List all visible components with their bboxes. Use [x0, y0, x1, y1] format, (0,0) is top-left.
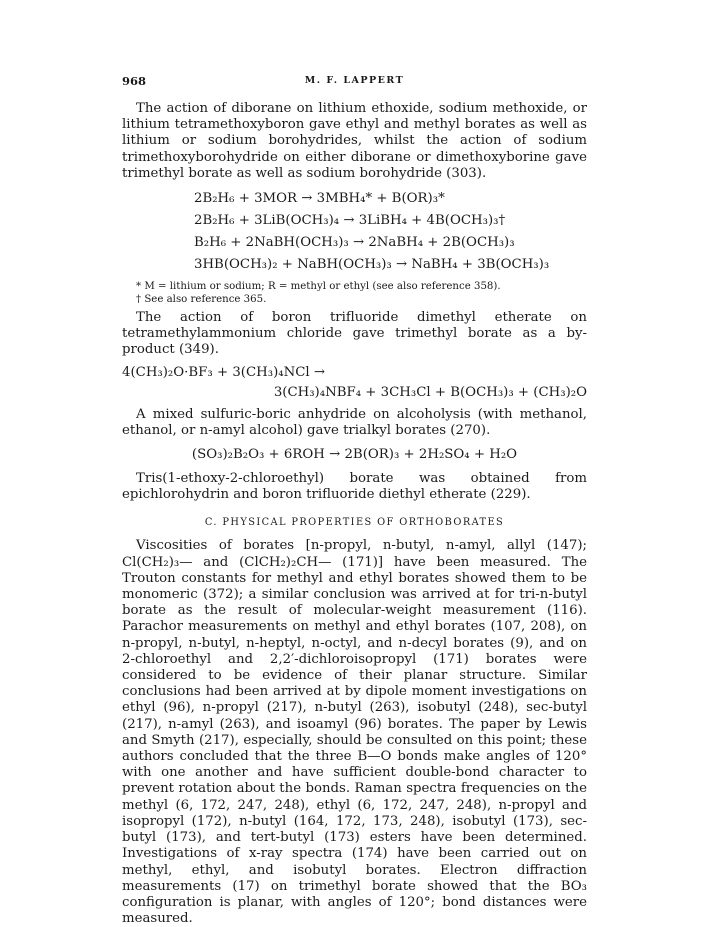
running-head: M. F. LAPPERT — [304, 75, 405, 86]
paragraph-tris: Tris(1-ethoxy-2-chloroethyl) borate was obtained from epichlorohydrin and boron trifluoride diethyl etherate (229). — [122, 471, 587, 503]
paragraph-boron-trifluoride: The action of boron trifluoride dimethyl etherate on tetramethylammonium chloride gave trimethyl borate as a by-product (349). — [122, 310, 587, 358]
equation: 2B₂H₆ + 3MOR → 3MBH₄* + B(OR)₃* — [194, 191, 445, 207]
equation: 3(CH₃)₄NBF₄ + 3CH₃Cl + B(OCH₃)₃ + (CH₃)₂O — [273, 384, 587, 400]
paragraph-physical-properties: Viscosities of borates [n-propyl, n-butyl, n-amyl, allyl (147); Cl(CH₂)₃— and (ClCH₂)₂CH— (171)] have been measured. The Trouton constants for methyl and ethyl borates showed them to be monomeric (372); a similar conclusion was arrived at for tri-n-butyl borate as the result of molecular-weight measurement (116). Parachor measurements on methyl and ethyl borates (107, 208), on n-propyl, n-butyl, n-heptyl, n-octyl, and n-decyl borates (9), and on 2-chloroethyl and 2,2′-dichloroisopropyl (171) borates were considered to be evidence of their planar structure. Similar conclusions had been arrived at by dipole moment investigations on ethyl (96), n-propyl (217), n-butyl (263), isobutyl (248), sec-butyl (217), n-amyl (263), and isoamyl (96) borates. The paper by Lewis and Smyth (217), especially, should be consulted on this point; these authors concluded that the three B—O bonds make angles of 120° with one another and have sufficient double-bond character to prevent rotation about the bonds. Raman spectra frequencies on the methyl (6, 172, 247, 248), ethyl (6, 172, 247, 248), n-propyl and isopropyl (172), n-butyl (164, 172, 173, 248), isobutyl (173), sec-butyl (173), and tert-butyl (173) esters have been determined. Investigations of x-ray spectra (174) have been carried out on methyl, ethyl, and isobutyl borates. Electron diffraction measurements (17) on trimethyl borate showed that the BO₃ configuration is planar, with angles of 120°; bond distances were measured. — [122, 538, 587, 927]
equation: B₂H₆ + 2NaBH(OCH₃)₃ → 2NaBH₄ + 2B(OCH₃)₃ — [194, 235, 515, 251]
paragraph-diborane: The action of diborane on lithium ethoxide, sodium methoxide, or lithium tetramethoxyboron gave ethyl and methyl borates as well as lithium or sodium borohydrides, whilst the action of sodium trimethoxyborohydride on either diborane or dimethoxyborine gave trimethyl borate as well as sodium borohydride (303). — [122, 101, 587, 181]
equation: 2B₂H₆ + 3LiB(OCH₃)₄ → 3LiBH₄ + 4B(OCH₃)₃† — [194, 213, 506, 229]
equation: 3HB(OCH₃)₂ + NaBH(OCH₃)₃ → NaBH₄ + 3B(OCH₃)₃ — [194, 257, 550, 273]
paragraph-sulfuric-boric: A mixed sulfuric-boric anhydride on alcoholysis (with methanol, ethanol, or n-amyl alcohol) gave trialkyl borates (270). — [122, 406, 587, 438]
footnote: † See also reference 365. — [136, 294, 267, 306]
equation-block-1 — [122, 188, 587, 276]
section-heading: C. PHYSICAL PROPERTIES OF ORTHOBORATES — [204, 517, 505, 529]
equation: (SO₃)₂B₂O₃ + 6ROH → 2B(OR)₃ + 2H₂SO₄ + H₂O — [191, 447, 518, 463]
footnote: * M = lithium or sodium; R = methyl or ethyl (see also reference 358). — [136, 281, 501, 293]
page-header — [122, 74, 587, 88]
equation: 4(CH₃)₂O·BF₃ + 3(CH₃)₄NCl → — [122, 364, 326, 380]
body-text — [122, 101, 587, 927]
page-number: 968 — [122, 74, 147, 88]
